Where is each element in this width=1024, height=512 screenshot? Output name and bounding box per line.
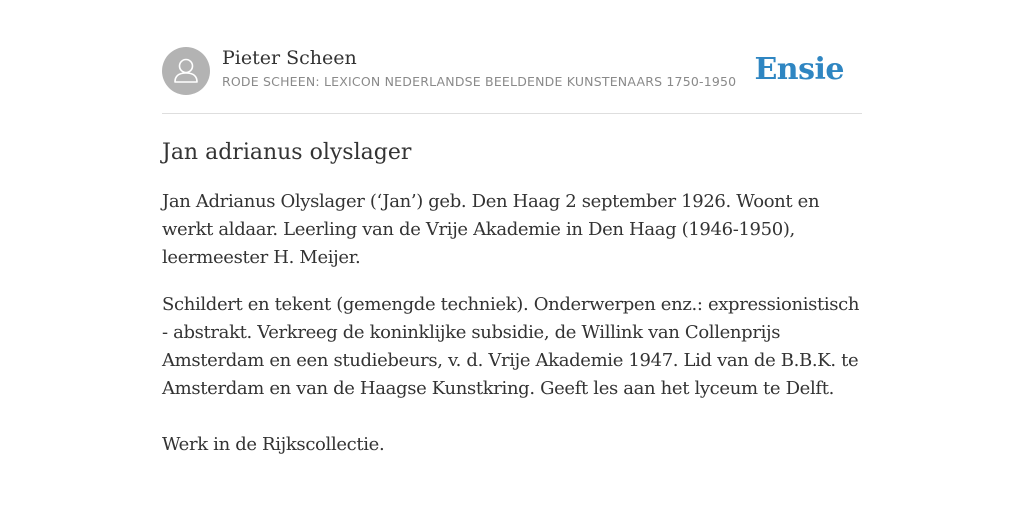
author-avatar[interactable] [162,47,210,95]
article-paragraph: Schildert en tekent (gemengde techniek). Onderwerpen enz.: expressionistisch - abstrakt. Verkreeg de koninklijke subsidie, de Willink van Collenprijs Amsterdam en een studiebeurs, v. d. Vrije Akademie 1947. Lid van de B.B.K. te Amsterdam en van de Haagse Kunstkring. Geeft les aan het lyceum te Delft. [162,294,860,399]
article-paragraph: Werk in de Rijkscollectie. [162,434,385,455]
article-card [162,46,862,459]
source-lexicon[interactable]: RODE SCHEEN: LEXICON NEDERLANDSE BEELDENDE KUNSTENAARS 1750-1950 [222,74,737,89]
ensie-logo[interactable]: Ensie [754,52,844,87]
user-silhouette-icon [162,47,210,95]
author-name[interactable]: Pieter Scheen [222,47,357,69]
article-header [162,46,862,114]
article-paragraph: Jan Adrianus Olyslager (‘Jan’) geb. Den Haag 2 september 1926. Woont en werkt aldaar. Leerling van de Vrije Akademie in Den Haag (1946-1950), leermeester H. Meijer. [162,191,820,268]
article-title: Jan adrianus olyslager [162,140,412,165]
